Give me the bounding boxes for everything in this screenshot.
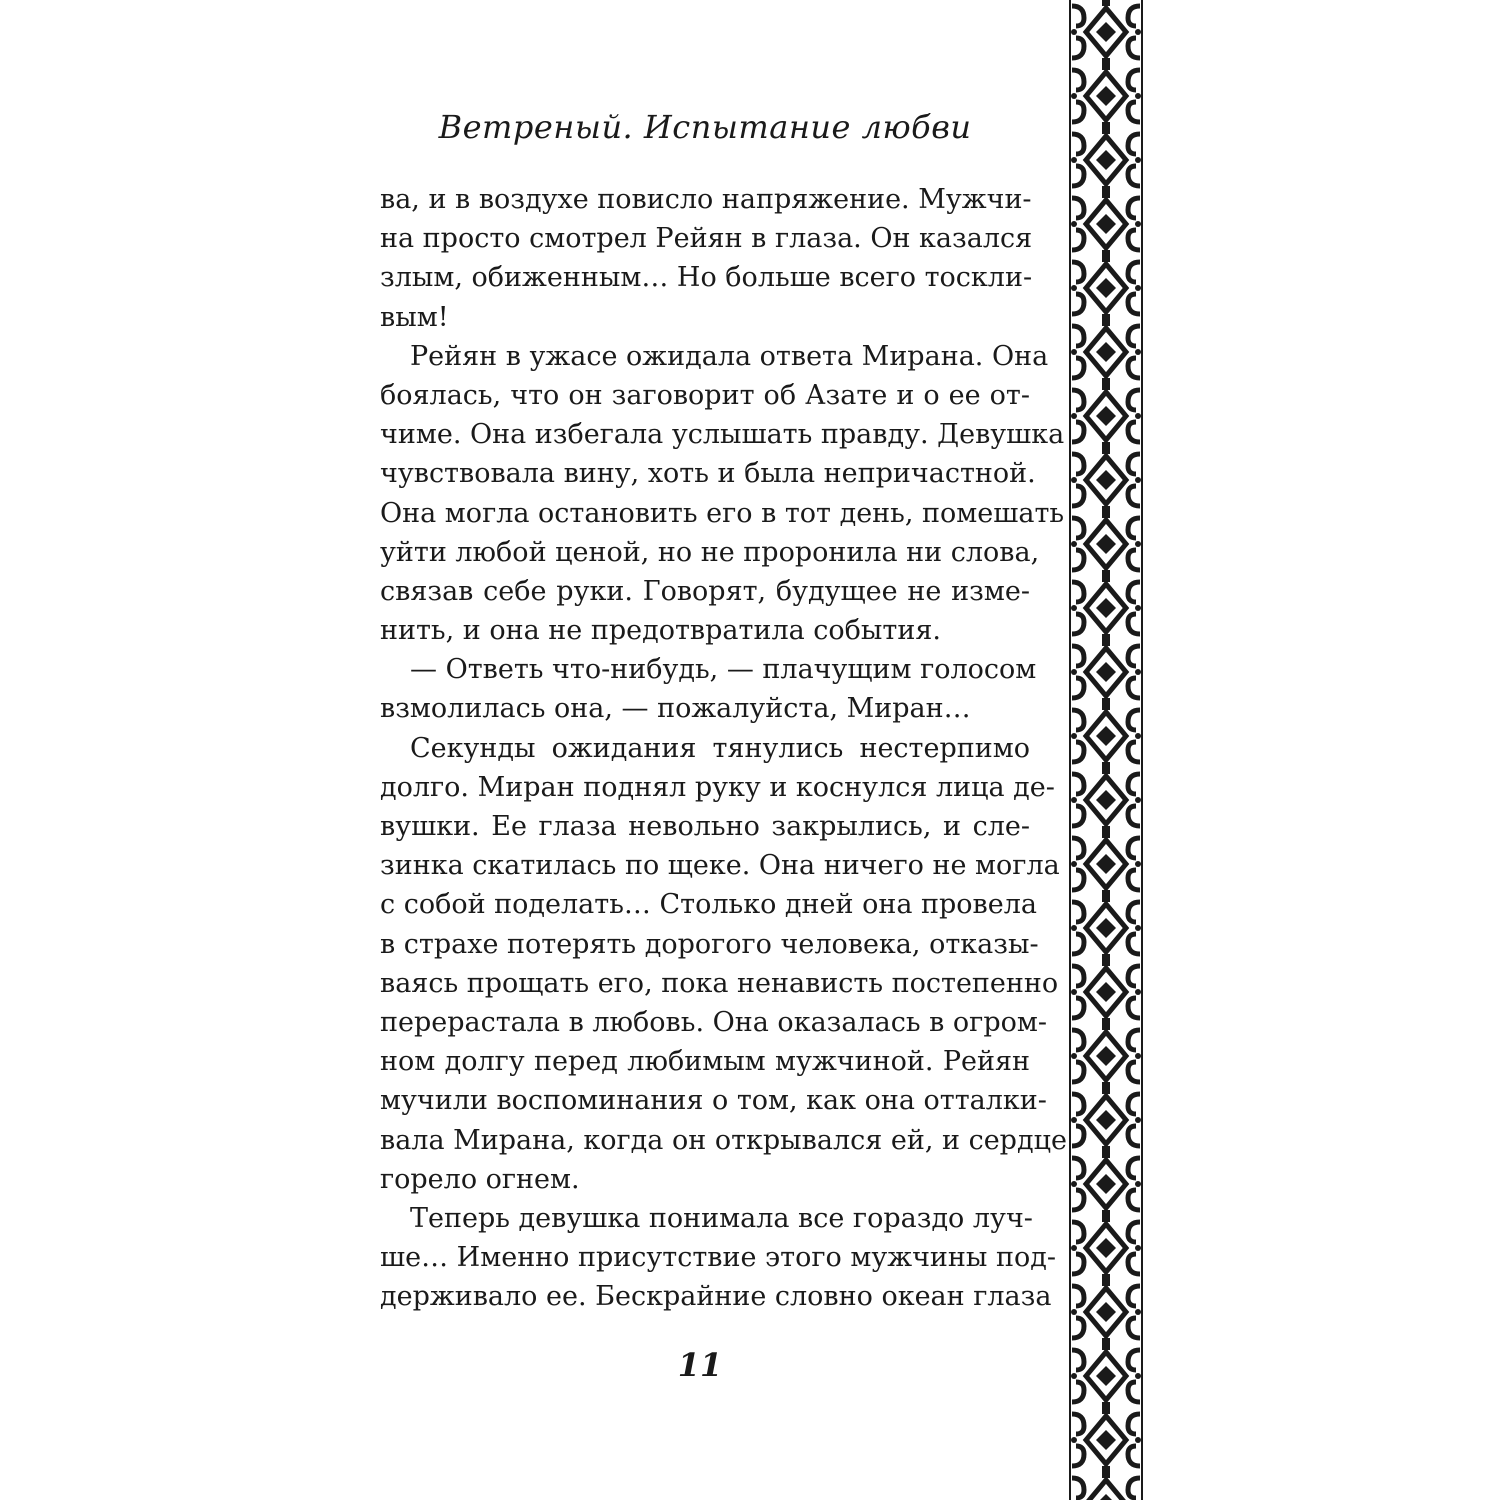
running-header: Ветреный. Испытание любви	[438, 108, 972, 146]
text-line: Рейян в ужасе ожидала ответа Мирана. Она	[410, 340, 1049, 372]
text-line: ваясь прощать его, пока ненависть постепенно	[380, 967, 1059, 999]
text-line: долго. Миран поднял руку и коснулся лица де-	[380, 771, 1055, 803]
text-line: Теперь девушка понимала все гораздо луч-	[410, 1202, 1033, 1234]
text-line: на просто смотрел Рейян в глаза. Он казался	[380, 223, 1033, 255]
text-line: злым, обиженным… Но больше всего тоскли-	[380, 262, 1033, 294]
text-line: перерастала в любовь. Она оказалась в огром-	[380, 1006, 1047, 1038]
text-line: Секунды ожидания тянулись нестерпимо	[410, 732, 1030, 764]
text-line: — Ответь что-нибудь, — плачущим голосом	[410, 654, 1037, 686]
text-line: ва, и в воздухе повисло напряжение. Мужчи-	[380, 184, 1032, 215]
text-line: горело огнем.	[380, 1163, 580, 1195]
text-line: с собой поделать… Столько дней она провела	[380, 889, 1037, 921]
text-line: боялась, что он заговорит об Азате и о ее от-	[380, 379, 1030, 411]
page-number: 11	[677, 1346, 723, 1384]
text-line: взмолилась она, — пожалуйста, Миран…	[380, 693, 971, 725]
text-line: ше… Именно присутствие этого мужчины под-	[380, 1242, 1056, 1274]
body-text	[380, 180, 1067, 1316]
text-line: чиме. Она избегала услышать правду. Девушка	[380, 419, 1065, 451]
text-line: нить, и она не предотвратила события.	[380, 615, 941, 647]
text-line: зинка скатилась по щеке. Она ничего не могла	[380, 850, 1060, 882]
text-line: ном долгу перед любимым мужчиной. Рейян	[380, 1046, 1030, 1078]
text-line: вушки. Ее глаза невольно закрылись, и сле-	[380, 811, 1030, 842]
text-line: мучили воспоминания о том, как она отталки-	[380, 1085, 1047, 1117]
text-line: Она могла остановить его в тот день, помешать	[380, 497, 1065, 529]
text-line: уйти любой ценой, но не проронила ни слова,	[380, 536, 1040, 568]
text-line: чувствовала вину, хоть и была непричастной.	[380, 458, 1036, 490]
text-line: связав себе руки. Говорят, будущее не изме-	[380, 575, 1030, 607]
text-line: вала Мирана, когда он открывался ей, и сердце	[380, 1124, 1067, 1156]
ornament-border-icon	[1068, 0, 1144, 1500]
text-line: вым!	[380, 301, 449, 333]
text-line: в страхе потерять дорогого человека, отказы-	[380, 928, 1039, 960]
text-line: держивало ее. Бескрайние словно океан глаза	[380, 1281, 1052, 1313]
